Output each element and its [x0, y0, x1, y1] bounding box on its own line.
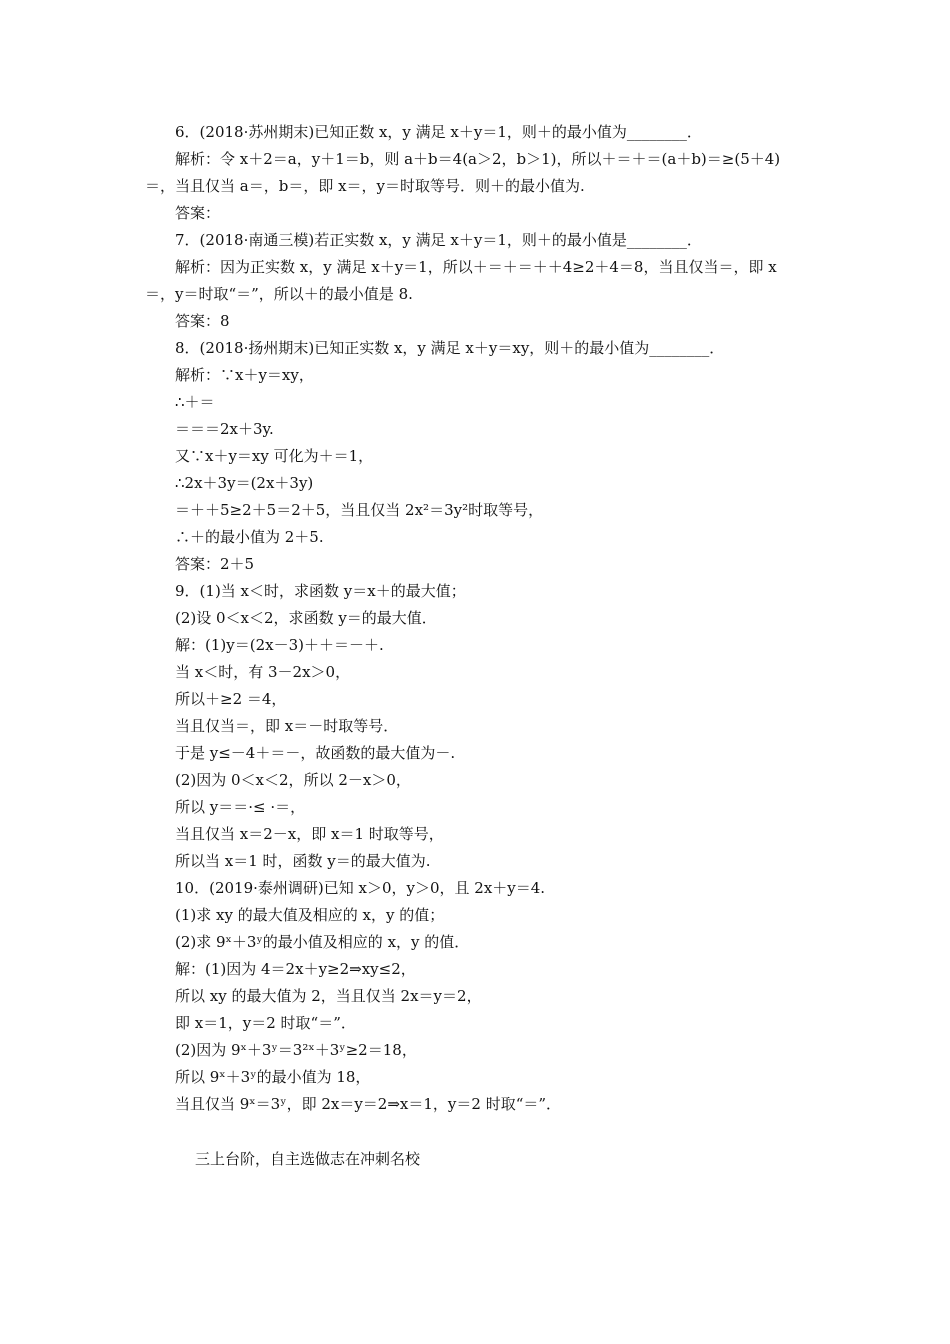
- problem-8-text: 8．(2018·扬州期末)已知正实数 x，y 满足 x＋y＝xy，则＋的最小值为________．: [175, 339, 725, 357]
- problem-6-solution: 解析：令 x＋2＝a，y＋1＝b，则 a＋b＝4(a＞2，b＞1)，所以＋＝＋＝(a＋b)＝≥(5＋4): [175, 150, 781, 168]
- problem-9-text: (2)设 0＜x＜2，求函数 y＝的最大值．: [175, 609, 437, 627]
- problem-10-step: 所以 9ˣ＋3ʸ的最小值为 18，: [175, 1068, 371, 1086]
- problem-8-answer: 答案：2＋5: [175, 555, 255, 573]
- problem-9-step: (2)因为 0＜x＜2，所以 2－x＞0，: [175, 771, 411, 789]
- problem-9-step: 所以 y＝＝·≤ ·＝，: [175, 798, 306, 816]
- problem-10-text: 10．(2019·泰州调研)已知 x＞0，y＞0，且 2x＋y＝4.: [175, 879, 546, 897]
- problem-8-solution: 解析：∵x＋y＝xy，: [175, 366, 314, 384]
- problem-6-solution-cont: ＝，当且仅当 a＝，b＝，即 x＝，y＝时取等号．则＋的最小值为.: [145, 177, 585, 195]
- problem-10-step: 当且仅当 9ˣ＝3ʸ，即 2x＝y＝2⇒x＝1，y＝2 时取“＝”．: [175, 1095, 562, 1113]
- problem-8-step: ∴2x＋3y＝(2x＋3y): [175, 474, 314, 492]
- problem-7-solution-cont: ＝，y＝时取“＝”，所以＋的最小值是 8.: [145, 285, 413, 303]
- problem-9-text: 9．(1)当 x＜时，求函数 y＝x＋的最大值；: [175, 582, 466, 600]
- problem-10-text: (1)求 xy 的最大值及相应的 x，y 的值；: [175, 906, 445, 924]
- problem-6-text: 6．(2018·苏州期末)已知正数 x，y 满足 x＋y＝1，则＋的最小值为________．: [175, 123, 702, 141]
- problem-8-step: ＝＋＋5≥2＋5＝2＋5，当且仅当 2x²＝3y²时取等号，: [175, 501, 544, 519]
- problem-8-step: 又∵x＋y＝xy 可化为＋＝1，: [175, 447, 374, 465]
- problem-10-step: 即 x＝1，y＝2 时取“＝”．: [175, 1014, 356, 1032]
- problem-7-solution: 解析：因为正实数 x，y 满足 x＋y＝1，所以＋＝＋＝＋＋4≥2＋4＝8，当且仅当＝，即 x: [175, 258, 777, 276]
- problem-9-solution: 解：(1)y＝(2x－3)＋＋＝－＋.: [175, 636, 384, 654]
- problem-9-step: 当且仅当 x＝2－x，即 x＝1 时取等号，: [175, 825, 444, 843]
- problem-8-step: ∴＋的最小值为 2＋5.: [175, 528, 324, 546]
- problem-10-step: 所以 xy 的最大值为 2，当且仅当 2x＝y＝2，: [175, 987, 482, 1005]
- problem-9-step: 所以＋≥2 ＝4，: [175, 690, 287, 708]
- problem-6-answer: 答案：: [175, 204, 221, 222]
- problem-7-answer: 答案：8: [175, 312, 230, 330]
- problem-10-text: (2)求 9ˣ＋3ʸ的最小值及相应的 x，y 的值．: [175, 933, 470, 951]
- problem-9-step: 所以当 x＝1 时，函数 y＝的最大值为.: [175, 852, 431, 870]
- problem-10-step: (2)因为 9ˣ＋3ʸ＝3²ˣ＋3ʸ≥2＝18，: [175, 1041, 417, 1059]
- problem-8-step: ∴＋＝: [175, 393, 215, 411]
- problem-7-text: 7．(2018·南通三模)若正实数 x，y 满足 x＋y＝1，则＋的最小值是________．: [175, 231, 702, 249]
- problem-9-step: 当 x＜时，有 3－2x＞0，: [175, 663, 351, 681]
- problem-8-step: ＝＝＝2x＋3y.: [175, 420, 274, 438]
- problem-9-step: 于是 y≤－4＋＝－，故函数的最大值为－.: [175, 744, 456, 762]
- problem-9-step: 当且仅当＝，即 x＝－时取等号．: [175, 717, 399, 735]
- problem-10-solution: 解：(1)因为 4＝2x＋y≥2⇒xy≤2，: [175, 960, 416, 978]
- section-heading: 三上台阶，自主选做志在冲刺名校: [195, 1150, 421, 1168]
